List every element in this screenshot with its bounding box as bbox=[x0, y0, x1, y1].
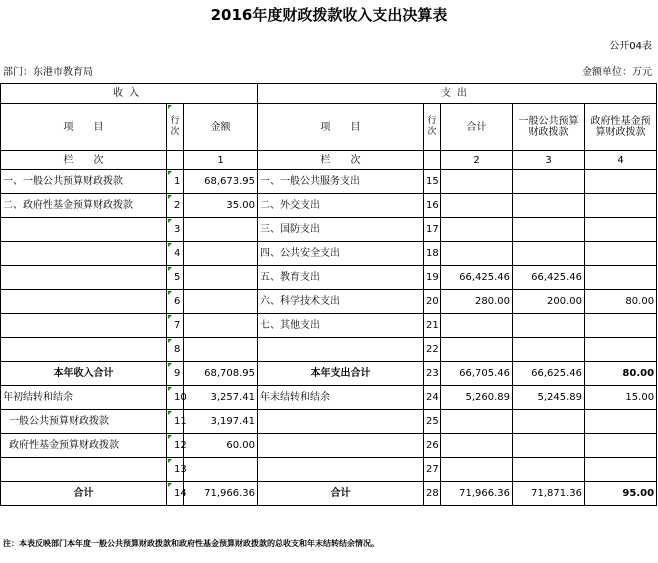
fund-budget-cell bbox=[585, 434, 657, 458]
table-row bbox=[1, 194, 657, 218]
income-item-cell: 政府性基金预算财政拨款 bbox=[1, 434, 167, 458]
fund-budget-cell bbox=[585, 170, 657, 194]
form-code: 公开04表 bbox=[609, 41, 652, 52]
expenditure-total-cell bbox=[441, 410, 513, 434]
income-amount-cell: 60.00 bbox=[184, 434, 258, 458]
expenditure-total-cell: 66,705.46 bbox=[441, 362, 513, 386]
income-line-cell: 8 bbox=[167, 338, 184, 362]
expenditure-total-cell bbox=[441, 170, 513, 194]
expenditure-total-cell: 71,966.36 bbox=[441, 482, 513, 506]
table-row bbox=[1, 410, 657, 434]
income-amount-cell bbox=[184, 458, 258, 482]
expenditure-item-cell bbox=[258, 338, 424, 362]
income-amount-cell bbox=[184, 266, 258, 290]
general-budget-header: 一般公共预算财政拨款 bbox=[513, 104, 585, 151]
footnote: 注：本表反映部门本年度一般公共预算财政拨款和政府性基金预算财政拨款的总收支和年末结转结余情况。 bbox=[3, 539, 379, 548]
department-label: 部门：东港市教育局 bbox=[3, 67, 93, 78]
income-amount-cell: 68,708.95 bbox=[184, 362, 258, 386]
income-amount-cell: 68,673.95 bbox=[184, 170, 258, 194]
expenditure-item-cell: 合计 bbox=[258, 482, 424, 506]
expenditure-line-cell: 23 bbox=[424, 362, 441, 386]
expenditure-item-cell bbox=[258, 410, 424, 434]
col-number-4: 4 bbox=[585, 151, 657, 170]
income-line-cell: 7 bbox=[167, 314, 184, 338]
expenditure-item-cell: 七、其他支出 bbox=[258, 314, 424, 338]
income-amount-cell: 3,197.41 bbox=[184, 410, 258, 434]
expenditure-line-cell: 18 bbox=[424, 242, 441, 266]
expenditure-line-cell: 28 bbox=[424, 482, 441, 506]
expenditure-total-cell bbox=[441, 458, 513, 482]
expenditure-item-cell: 二、外交支出 bbox=[258, 194, 424, 218]
general-budget-cell: 66,425.46 bbox=[513, 266, 585, 290]
table-row bbox=[1, 170, 657, 194]
income-item-cell: 二、政府性基金预算财政拨款 bbox=[1, 194, 167, 218]
income-amount-cell: 35.00 bbox=[184, 194, 258, 218]
general-budget-cell bbox=[513, 170, 585, 194]
income-amount-cell bbox=[184, 218, 258, 242]
expenditure-line-cell: 21 bbox=[424, 314, 441, 338]
expenditure-line-cell: 26 bbox=[424, 434, 441, 458]
income-line-cell: 6 bbox=[167, 290, 184, 314]
income-line-cell: 9 bbox=[167, 362, 184, 386]
expenditure-item-cell bbox=[258, 434, 424, 458]
income-line-cell: 11 bbox=[167, 410, 184, 434]
expenditure-line-cell: 27 bbox=[424, 458, 441, 482]
expenditure-line-cell: 17 bbox=[424, 218, 441, 242]
fund-budget-cell bbox=[585, 266, 657, 290]
income-item-cell bbox=[1, 218, 167, 242]
fund-budget-cell bbox=[585, 194, 657, 218]
expenditure-item-cell: 四、公共安全支出 bbox=[258, 242, 424, 266]
general-budget-cell: 66,625.46 bbox=[513, 362, 585, 386]
income-amount-cell bbox=[184, 290, 258, 314]
expenditure-total-cell bbox=[441, 242, 513, 266]
income-item-cell bbox=[1, 458, 167, 482]
report-title: 2016年度财政拨款收入支出决算表 bbox=[210, 6, 448, 24]
general-budget-cell: 5,245.89 bbox=[513, 386, 585, 410]
expenditure-line-cell: 24 bbox=[424, 386, 441, 410]
table-row bbox=[1, 290, 657, 314]
expenditure-total-cell bbox=[441, 434, 513, 458]
income-item-cell bbox=[1, 290, 167, 314]
fund-budget-cell bbox=[585, 338, 657, 362]
income-amount-cell: 71,966.36 bbox=[184, 482, 258, 506]
col-number-2: 2 bbox=[441, 151, 513, 170]
header-row-sections bbox=[1, 84, 657, 104]
income-line-cell: 4 bbox=[167, 242, 184, 266]
fund-budget-cell bbox=[585, 410, 657, 434]
income-line-cell: 12 bbox=[167, 434, 184, 458]
income-item-cell bbox=[1, 338, 167, 362]
budget-table bbox=[0, 83, 657, 506]
income-item-cell: 本年收入合计 bbox=[1, 362, 167, 386]
fund-budget-cell: 80.00 bbox=[585, 362, 657, 386]
expenditure-section-header: 支出 bbox=[258, 84, 657, 104]
general-budget-cell bbox=[513, 410, 585, 434]
income-line-cell: 14 bbox=[167, 482, 184, 506]
expenditure-item-cell: 三、国防支出 bbox=[258, 218, 424, 242]
expenditure-line-blank bbox=[424, 151, 441, 170]
income-amount-cell bbox=[184, 314, 258, 338]
income-amount-cell: 3,257.41 bbox=[184, 386, 258, 410]
income-section-header: 收入 bbox=[1, 84, 258, 104]
expenditure-item-cell: 五、教育支出 bbox=[258, 266, 424, 290]
income-item-cell: 一、一般公共预算财政拨款 bbox=[1, 170, 167, 194]
fund-budget-cell: 95.00 bbox=[585, 482, 657, 506]
expenditure-line-cell: 22 bbox=[424, 338, 441, 362]
fund-budget-cell: 15.00 bbox=[585, 386, 657, 410]
general-budget-cell bbox=[513, 434, 585, 458]
col-number-3: 3 bbox=[513, 151, 585, 170]
income-line-blank bbox=[167, 151, 184, 170]
table-row bbox=[1, 458, 657, 482]
income-line-cell: 5 bbox=[167, 266, 184, 290]
fund-budget-cell bbox=[585, 458, 657, 482]
header-row-column-numbers bbox=[1, 151, 657, 170]
table-row bbox=[1, 434, 657, 458]
fund-budget-cell: 80.00 bbox=[585, 290, 657, 314]
table-row bbox=[1, 386, 657, 410]
amount-unit-label: 金额单位：万元 bbox=[582, 67, 652, 78]
col-number-1: 1 bbox=[184, 151, 258, 170]
expenditure-item-cell: 本年支出合计 bbox=[258, 362, 424, 386]
expenditure-line-cell: 16 bbox=[424, 194, 441, 218]
fund-budget-cell bbox=[585, 218, 657, 242]
expenditure-total-header: 合计 bbox=[441, 104, 513, 151]
income-line-header: 行次 bbox=[167, 104, 184, 151]
expenditure-line-cell: 20 bbox=[424, 290, 441, 314]
income-item-cell: 一般公共预算财政拨款 bbox=[1, 410, 167, 434]
expenditure-total-cell bbox=[441, 194, 513, 218]
expenditure-line-cell: 15 bbox=[424, 170, 441, 194]
income-item-cell bbox=[1, 266, 167, 290]
income-item-header: 项 目 bbox=[1, 104, 167, 151]
table-row bbox=[1, 218, 657, 242]
expenditure-item-cell bbox=[258, 458, 424, 482]
income-line-cell: 1 bbox=[167, 170, 184, 194]
header-row-columns bbox=[1, 104, 657, 151]
income-amount-header: 金额 bbox=[184, 104, 258, 151]
table-row bbox=[1, 242, 657, 266]
income-item-cell: 年初结转和结余 bbox=[1, 386, 167, 410]
general-budget-cell bbox=[513, 242, 585, 266]
general-budget-cell: 71,871.36 bbox=[513, 482, 585, 506]
income-amount-cell bbox=[184, 338, 258, 362]
expenditure-total-cell bbox=[441, 338, 513, 362]
income-line-cell: 2 bbox=[167, 194, 184, 218]
fund-budget-cell bbox=[585, 242, 657, 266]
expenditure-col-label: 栏 次 bbox=[258, 151, 424, 170]
expenditure-item-cell: 六、科学技术支出 bbox=[258, 290, 424, 314]
expenditure-item-cell: 一、一般公共服务支出 bbox=[258, 170, 424, 194]
general-budget-cell bbox=[513, 218, 585, 242]
fund-budget-header: 政府性基金预算财政拨款 bbox=[585, 104, 657, 151]
table-row bbox=[1, 482, 657, 506]
income-col-label: 栏 次 bbox=[1, 151, 167, 170]
income-line-cell: 13 bbox=[167, 458, 184, 482]
expenditure-line-header: 行次 bbox=[424, 104, 441, 151]
expenditure-item-cell: 年末结转和结余 bbox=[258, 386, 424, 410]
table-row bbox=[1, 338, 657, 362]
expenditure-total-cell bbox=[441, 218, 513, 242]
expenditure-total-cell bbox=[441, 314, 513, 338]
fund-budget-cell bbox=[585, 314, 657, 338]
general-budget-cell bbox=[513, 338, 585, 362]
expenditure-total-cell: 280.00 bbox=[441, 290, 513, 314]
income-line-cell: 3 bbox=[167, 218, 184, 242]
general-budget-cell: 200.00 bbox=[513, 290, 585, 314]
expenditure-line-cell: 19 bbox=[424, 266, 441, 290]
general-budget-cell bbox=[513, 458, 585, 482]
table-row bbox=[1, 314, 657, 338]
general-budget-cell bbox=[513, 314, 585, 338]
income-amount-cell bbox=[184, 242, 258, 266]
expenditure-item-header: 项 目 bbox=[258, 104, 424, 151]
expenditure-total-cell: 66,425.46 bbox=[441, 266, 513, 290]
table-row bbox=[1, 266, 657, 290]
income-item-cell bbox=[1, 314, 167, 338]
expenditure-total-cell: 5,260.89 bbox=[441, 386, 513, 410]
general-budget-cell bbox=[513, 194, 585, 218]
income-item-cell: 合计 bbox=[1, 482, 167, 506]
expenditure-line-cell: 25 bbox=[424, 410, 441, 434]
table-row bbox=[1, 362, 657, 386]
income-line-cell: 10 bbox=[167, 386, 184, 410]
income-item-cell bbox=[1, 242, 167, 266]
